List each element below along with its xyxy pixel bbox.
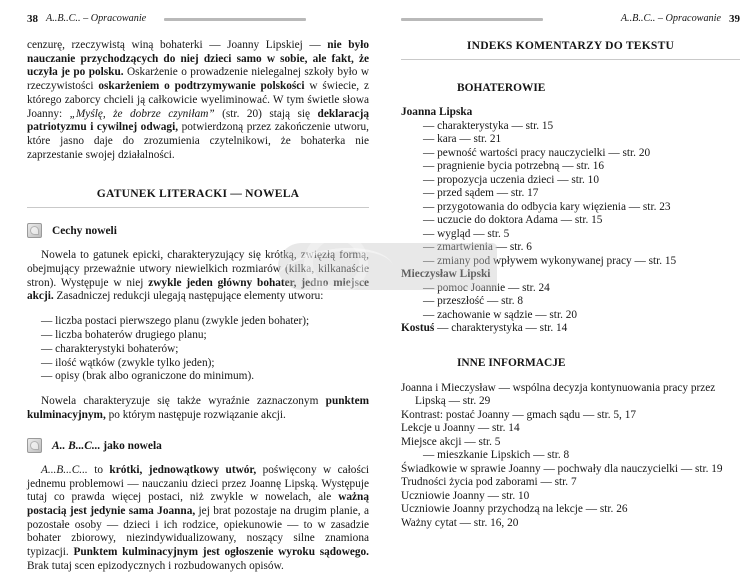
subsection-title: Cechy noweli <box>52 225 117 238</box>
subsection-title: A.. B...C... jako nowela <box>52 439 162 452</box>
index-entry: Świadkowie w sprawie Joanny — pochwały dla nauczycielki — str. 19 <box>401 462 723 475</box>
list-item: — ilość wątków (zwykle tylko jeden); <box>41 356 215 369</box>
section-heading: GATUNEK LITERACKI — NOWELA <box>96 187 300 201</box>
index-entry: Kontrast: postać Joanny — gmach sądu — str. 5, 17 <box>401 408 637 421</box>
index-entry: Joanna i Mieczysław — wspólna decyzja kontynuowania pracy przez Lipską — str. 29 <box>401 381 716 408</box>
index-entry: — kara — str. 21 <box>423 133 502 146</box>
index-entry: — przed sądem — str. 17 <box>423 187 539 200</box>
section-heading-wrap <box>27 187 369 208</box>
index-section-label-inne-informacje: INNE INFORMACJE <box>457 356 566 369</box>
paragraph-novella-definition: Nowela to gatunek epicki, charakteryzujący się krótką, zwięzłą formą, obejmujący przeważnie utwory niewielkich rozmiarów (kilka, kilkanaście stron). Występuje w niej zwykle jeden główny bohater, jedno miejsce akcji. Zasadniczej redukcji ulegają następujące elementy utworu: <box>27 249 369 303</box>
book-page-left <box>0 0 378 572</box>
paragraph-marker-icon <box>27 223 42 238</box>
running-title: A..B..C.. – Opracowanie <box>620 13 721 24</box>
page-number: 38 <box>27 13 38 25</box>
novella-reduction-list <box>27 315 369 384</box>
index-entry: — mieszkanie Lipskich — str. 8 <box>423 449 570 462</box>
index-entry: — przeszłość — str. 8 <box>423 295 524 308</box>
header-rule <box>164 18 306 21</box>
list-item: — liczba postaci pierwszego planu (zwykle jeden bohater); <box>41 315 310 328</box>
subsection-cechy-noweli <box>27 223 369 238</box>
paragraph-marker-icon <box>27 438 42 453</box>
index-entry: Lekcje u Joanny — str. 14 <box>401 422 520 435</box>
running-header-left <box>27 13 369 25</box>
index-entry: Miejsce akcji — str. 5 <box>401 435 501 448</box>
page-number: 39 <box>729 13 740 25</box>
index-entries-other <box>401 382 740 531</box>
running-header-right <box>401 13 740 25</box>
subsection-abc-jako-nowela <box>27 438 369 453</box>
index-entry: Trudności życia pod zaborami — str. 7 <box>401 476 577 489</box>
index-entry: — zachowanie w sądzie — str. 20 <box>423 308 578 321</box>
paragraph-climax: Nowela charakteryzuje się także wyraźnie zaznaczonym punktem kulminacyjnym, po którym następuje rozwiązanie akcji. <box>27 395 369 421</box>
index-entry: Kostuś — charakterystyka — str. 14 <box>401 322 568 335</box>
index-entry: — wygląd — str. 5 <box>423 227 510 240</box>
book-page-right <box>378 0 755 538</box>
index-entry: — zmiany pod wpływem wykonywanej pracy — str. 15 <box>423 254 677 267</box>
header-right-group <box>621 13 740 25</box>
index-entry: Uczniowie Joanny przychodzą na lekcje — str. 26 <box>401 503 628 516</box>
list-item: — charakterystyki bohaterów; <box>41 342 179 355</box>
paragraph-abc-as-novella: A...B...C... to krótki, jednowątkowy utwór, poświęcony w całości jednemu problemowi — nauczaniu dzieci przez Joannę Lipską. Występuje tutaj co prawda więcej postaci, niż zwykle w nowelach, ale ważną postacią jest jedynie sama Joanna, jej brat pozostaje na drugim planie, a pozostałe osoby — dzieci i ich rodzice, opiekunowie — to w zasadzie bohater zbiorowy, niezindywidualizowany, noszący silne znamiona typizacji. Punktem kulminacyjnym jest ogłoszenie wyroku sądowego. Brak tutaj scen epizodycznych i rozbudowanych opisów. <box>27 463 369 572</box>
index-entry: — pewność wartości pracy nauczycielki — str. 20 <box>423 146 651 159</box>
index-entry: — przygotowania do odbycia kary więzienia — str. 23 <box>423 200 671 213</box>
index-entry: Joanna Lipska <box>401 106 473 119</box>
index-section-label-bohaterowie: BOHATEROWIE <box>457 81 546 94</box>
index-entry: — propozycja uczenia dzieci — str. 10 <box>423 173 599 186</box>
index-heading-wrap <box>401 39 740 60</box>
index-entry: — charakterystyka — str. 15 <box>423 119 554 132</box>
index-entry: Mieczysław Lipski <box>401 268 491 281</box>
index-entry: Uczniowie Joanny — str. 10 <box>401 489 530 502</box>
index-entry: — pomoc Joannie — str. 24 <box>423 281 550 294</box>
list-item: — liczba bohaterów drugiego planu; <box>41 329 207 342</box>
index-entry: — zmartwienia — str. 6 <box>423 241 532 254</box>
header-rule <box>401 18 543 21</box>
paragraph-conclusion: cenzurę, rzeczywistą winą bohaterki — Joanny Lipskiej — nie było nauczanie przychodzących do niej dzieci samo w sobie, ale fakt, że uczyła je po polsku. Oskarżenie o prowadzenie nielegalnej szkoły było w rzeczywistości oskarżeniem o podtrzymywanie polskości w świecie, z którego zaborcy chcieli ją całkowicie wyeliminować. W tym świetle słowa Joanny: „Myślę, że dobrze czyniłam” (str. 20) stają się deklaracją patriotyzmu i cywilnej odwagi, potwierdzoną przez zakończenie utworu, które jasno daje do zrozumienia czytelnikowi, że bohaterka nie zaprzestanie swojej działalności. <box>27 39 369 161</box>
index-entry: — uczucie do doktora Adama — str. 15 <box>423 214 603 227</box>
running-title: A..B..C.. – Opracowanie <box>46 13 147 24</box>
index-entry: Ważny cytat — str. 16, 20 <box>401 516 519 529</box>
index-entries-characters <box>401 106 740 336</box>
list-item: — opisy (brak albo ograniczone do minimum). <box>41 370 255 383</box>
index-heading: INDEKS KOMENTARZY DO TEKSTU <box>466 39 675 52</box>
index-entry: — pragnienie bycia potrzebną — str. 16 <box>423 160 605 173</box>
